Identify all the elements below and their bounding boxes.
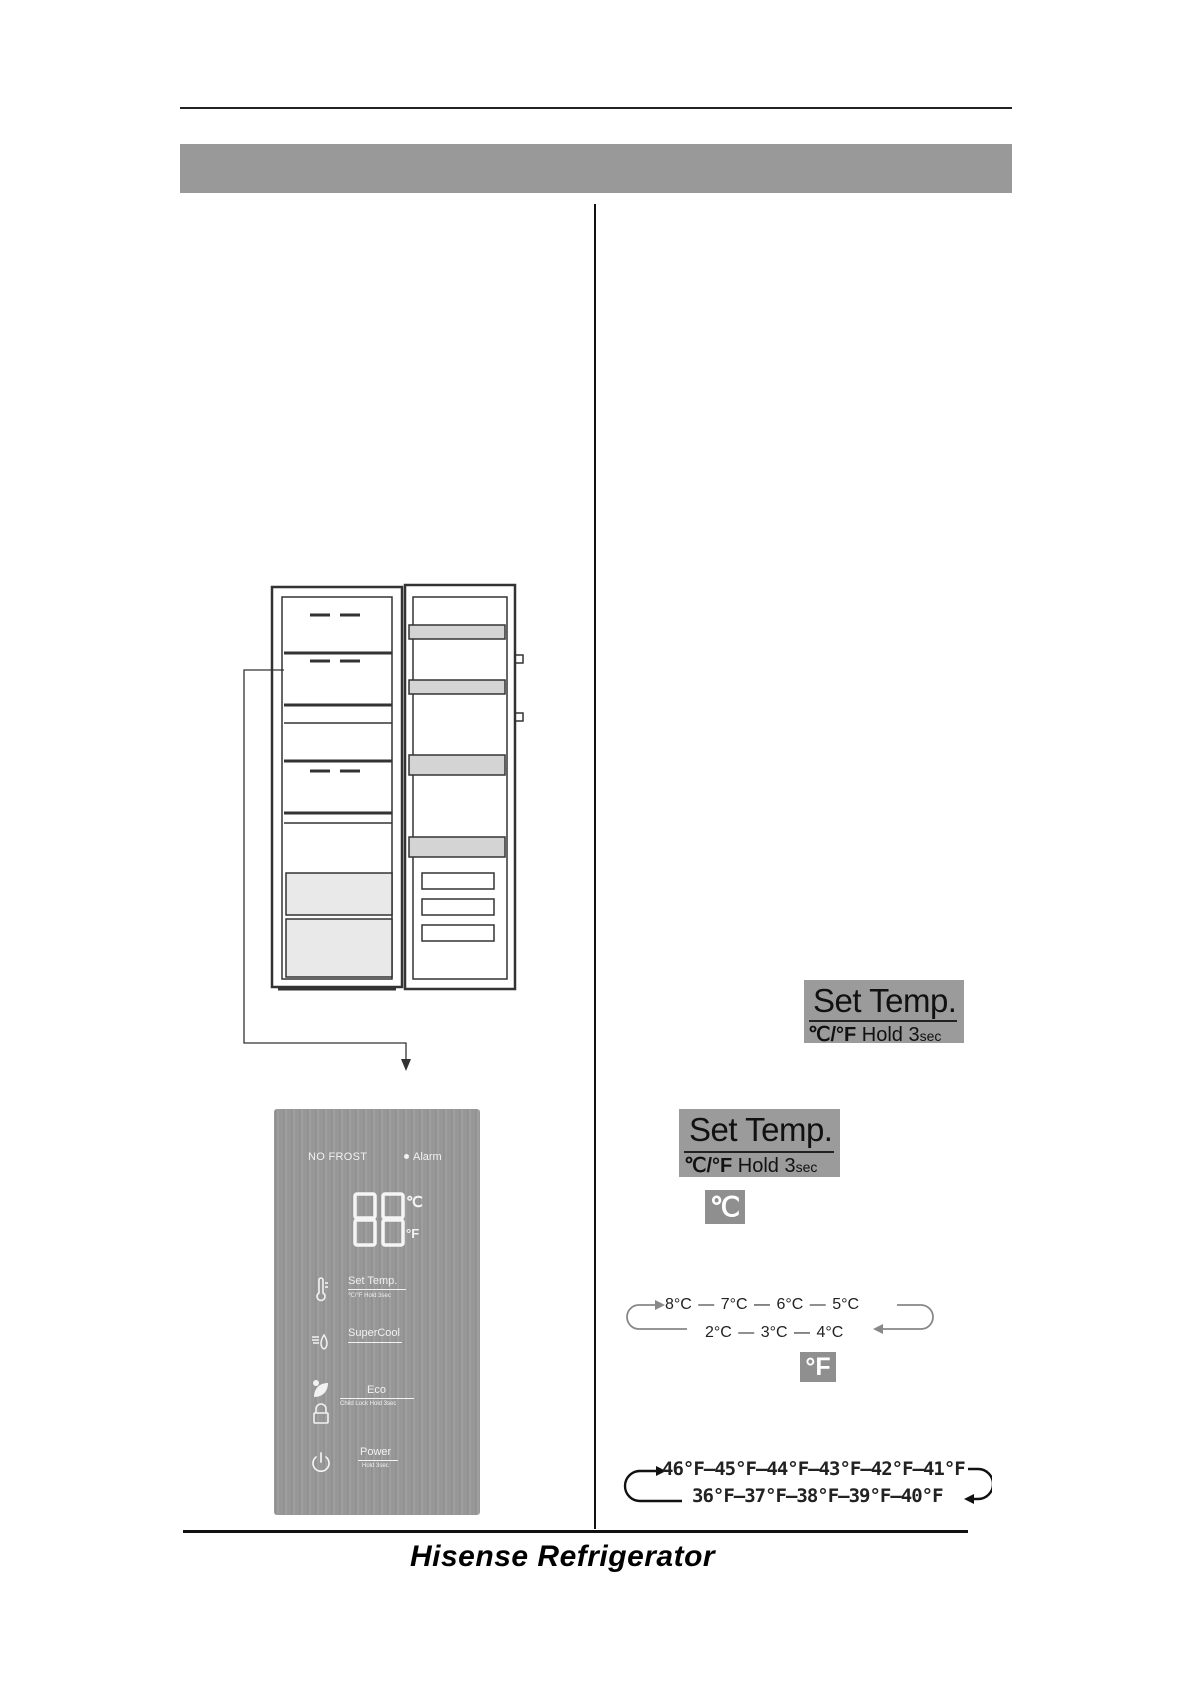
set-temp-graphic-hold: Hold 3 (861, 1024, 920, 1046)
eco-leaf-icon[interactable] (310, 1377, 332, 1403)
set-temp-graphic-title: Set Temp. (813, 982, 957, 1019)
set-temp-graphic-units: ℃/°F (808, 1024, 857, 1046)
set-temp-key-graphic (804, 980, 964, 1046)
alarm-indicator-dot (404, 1154, 409, 1159)
footer-rule (183, 1530, 968, 1533)
fahrenheit-badge: °F (800, 1352, 836, 1382)
set-temp-underline (348, 1289, 406, 1290)
fahrenheit-cycle-row-2: 36°F—37°F—38°F—39°F—40°F (692, 1485, 943, 1507)
refrigerator-illustration (210, 575, 530, 1075)
celsius-cycle-row-1: 8°C — 7°C — 6°C — 5°C (665, 1296, 860, 1313)
power-sublabel: Hold 3sec (362, 1463, 389, 1469)
set-temp-graphic-hold: Hold 3 (737, 1155, 796, 1177)
set-temp-graphic-title: Set Temp. (689, 1111, 833, 1148)
column-divider (594, 204, 596, 1529)
thermometer-icon[interactable] (310, 1277, 332, 1303)
set-temp-sublabel: ℃/°F Hold 3sec (348, 1293, 391, 1299)
brand-footer: Hisense Refrigerator (410, 1540, 716, 1573)
fahrenheit-indicator: °F (406, 1226, 420, 1241)
eco-button[interactable]: Eco (367, 1384, 386, 1396)
celsius-cycle-row-2: 2°C — 3°C — 4°C (705, 1324, 844, 1341)
set-temp-graphic-sec: sec (795, 1159, 818, 1175)
set-temp-graphic-units: ℃/°F (684, 1155, 733, 1177)
eco-underline (340, 1398, 414, 1399)
child-lock-sublabel: Child Lock Hold 3sec (340, 1401, 397, 1407)
set-temp-button[interactable]: Set Temp. (348, 1275, 398, 1287)
supercool-button[interactable]: SuperCool (348, 1327, 400, 1339)
temperature-display (352, 1191, 408, 1249)
lock-icon[interactable] (310, 1401, 332, 1427)
supercool-underline (348, 1342, 402, 1343)
power-underline (358, 1460, 398, 1461)
no-frost-label: NO FROST (308, 1151, 368, 1163)
celsius-indicator: ℃ (406, 1194, 423, 1211)
set-temp-graphic-sec: sec (919, 1028, 942, 1044)
section-title-bar (180, 144, 1012, 193)
set-temp-key-graphic-2 (679, 1109, 840, 1177)
alarm-label: Alarm (413, 1151, 442, 1163)
control-panel (274, 1109, 480, 1515)
supercool-icon[interactable] (310, 1329, 332, 1355)
power-icon[interactable] (310, 1449, 332, 1475)
header-rule (180, 107, 1012, 109)
fahrenheit-cycle-row-1: 46°F—45°F—44°F—43°F—42°F—41°F (662, 1458, 965, 1480)
celsius-badge: ℃ (705, 1190, 745, 1224)
power-button[interactable]: Power (360, 1446, 392, 1458)
